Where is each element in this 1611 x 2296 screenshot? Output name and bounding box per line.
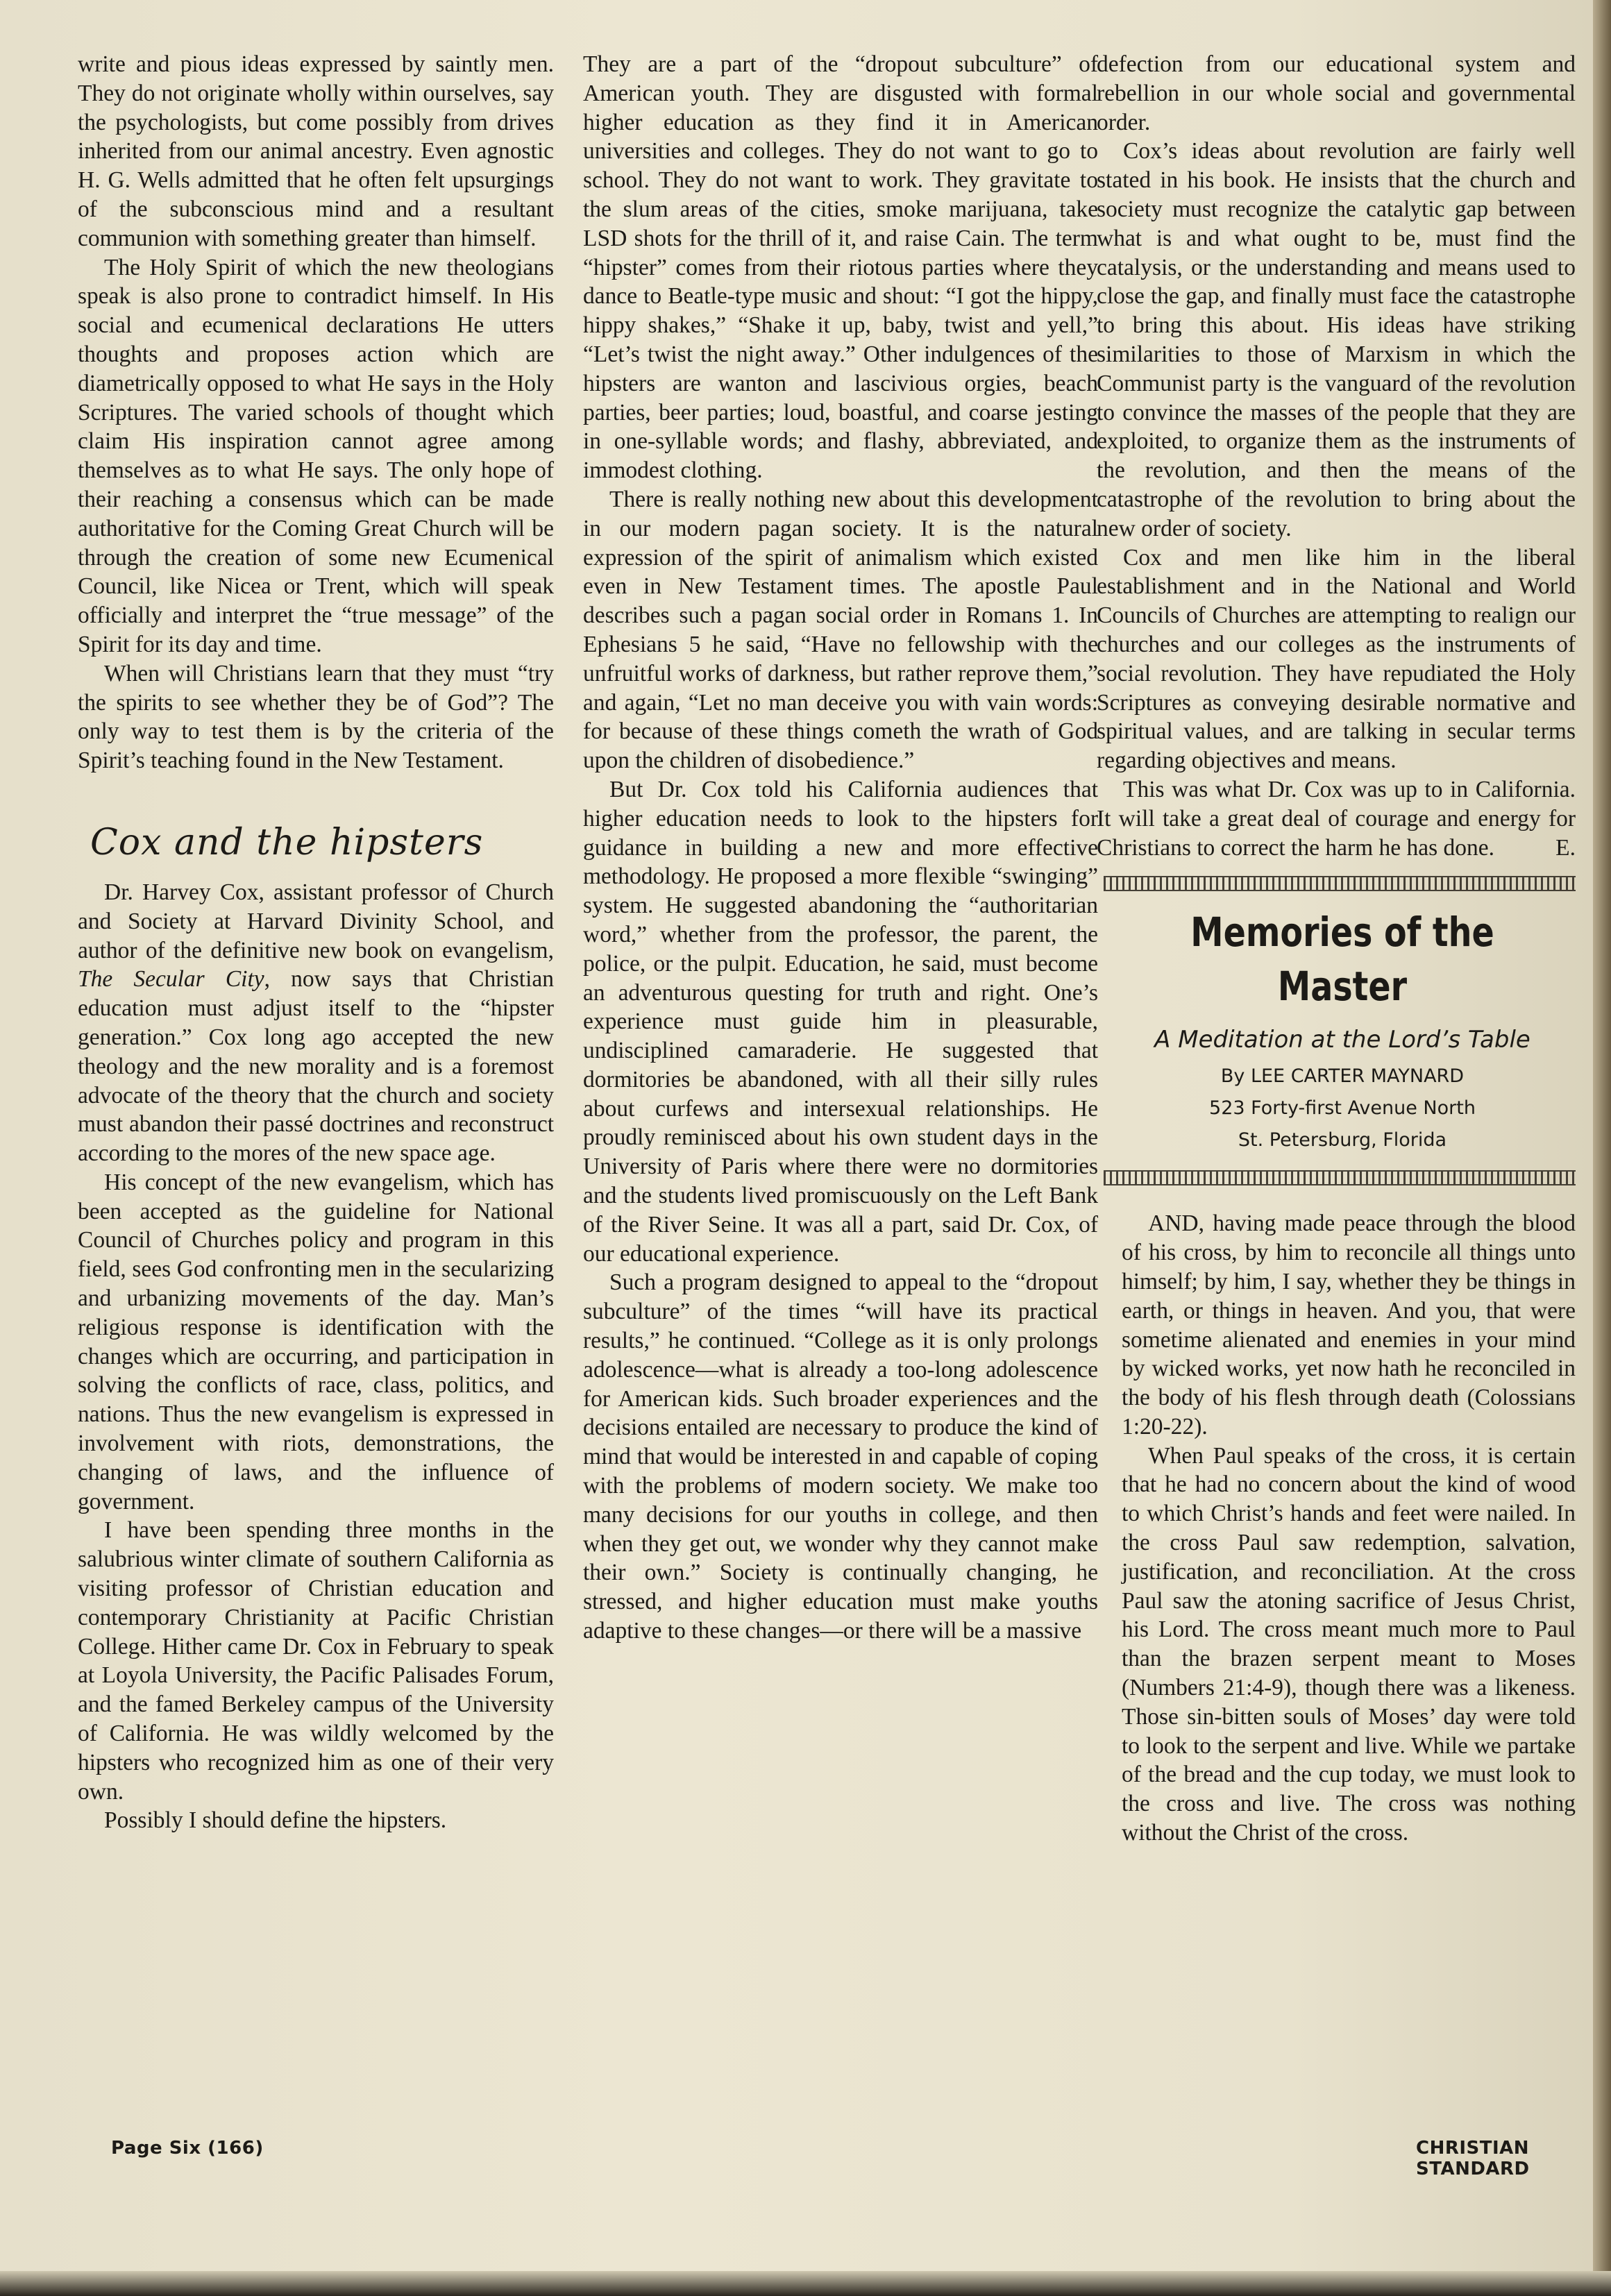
book-title: The Secular City bbox=[78, 966, 264, 993]
paragraph-text: , now says that Christian education must adjust itself to the “hipster generation.” Cox long ago accepted the new theology and the new morality and is a foremost advocate of the theory that the church and society must abandon their passé doctrines and reconstruct according to the mores of the new space age. bbox=[78, 966, 554, 1167]
paragraph: There is really nothing new about this development in our modern pagan society. It is the natural expression of the spirit of animalism which existed even in New Testament times. The apostle Paul describes such a pagan social order in Romans 1. In Ephesians 5 he said, “Have no fellowship with the unfruitful works of darkness, but rather reprove them,” and again, “Let no man deceive you with vain words: for because of these things cometh the wrath of God upon the children of disobedience.” bbox=[583, 486, 1098, 774]
paragraph bbox=[78, 878, 554, 1168]
feature-subtitle: A Meditation at the Lord’s Table bbox=[1154, 1026, 1530, 1054]
column-right bbox=[1097, 50, 1576, 1848]
page-bottom-edge bbox=[0, 2271, 1611, 2296]
section-heading: Cox and the hipsters bbox=[90, 821, 484, 863]
paragraph bbox=[1097, 775, 1576, 862]
dotted-divider bbox=[1104, 1170, 1576, 1185]
paragraph: His concept of the new evangelism, which has been accepted as the guideline for National Council of Churches policy and program in this field, sees God confronting men in the secularizing and urbanizing movements of the day. Man’s religious response is identification with the changes which are occurring, and participation in solving the conflicts of race, class, politics, and nations. Thus the new evangelism is expressed in involvement with riots, demonstrations, the changing of laws, and the influence of government. bbox=[78, 1169, 554, 1514]
feature-box bbox=[1109, 905, 1576, 1156]
page-edge bbox=[1593, 0, 1611, 2296]
column-middle bbox=[583, 50, 1098, 1646]
editor-signature: E. bbox=[1555, 834, 1576, 861]
page-number: Page Six (166) bbox=[111, 2138, 264, 2159]
feature-byline: By LEE CARTER MAYNARD bbox=[1220, 1065, 1465, 1088]
dotted-divider bbox=[1104, 876, 1576, 891]
paragraph: Possibly I should define the hipsters. bbox=[104, 1807, 447, 1834]
paragraph: The Holy Spirit of which the new theologians speak is also prone to contradict himself. In His social and ecumenical declarations He utters thoughts and proposes action which are diametrically opposed to what He says in the Holy Scriptures. The varied schools of thought which claim His inspiration cannot agree among themselves as to what He says. The only hope of their reaching a consensus which can be made authoritative for the Coming Great Church will be through the creation of some new Ecumenical Council, like Nicea or Trent, which will speak officially and interpret the “true message” of the Spirit for its day and time. bbox=[78, 254, 554, 657]
paragraph: Cox’s ideas about revolution are fairly well stated in his book. He insists that the church and society must recognize the catalytic gap between what is and what ought to be, must find the catalysis, or the understanding and means used to close the gap, and finally must face the catastrophe to bring this about. His ideas have striking similarities to those of Marxism in which the Communist party is the vanguard of the revolution to convince the masses of the people that they are exploited, to organize them as the instruments of the revolution, and then the means of the catastrophe of the revolution to bring about the new order of society. bbox=[1097, 138, 1576, 541]
paragraph-text: Dr. Harvey Cox, assistant professor of Church and Society at Harvard Divinity School, and author of the definitive new book on evangelism, bbox=[78, 879, 554, 963]
paragraph: But Dr. Cox told his California audiences that higher education needs to look to the hipsters for guidance in building a new and more effective methodology. He proposed a more flexible “swinging” system. He suggested abandoning the “authoritarian word,” whether from the professor, the parent, the police, or the pulpit. Education, he said, must become an adventurous questing for truth and right. One’s experience must guide him in pleasurable, undisciplined camaraderie. He suggested that dormitories be abandoned, with all their silly rules about curfews and intersexual relationships. He proudly reminisced about his own student days in the University of Paris where there were no dormitories and the students lived promiscuously on the Left Bank of the River Seine. It was all a part, said Dr. Cox, of our educational experience. bbox=[583, 776, 1098, 1267]
paragraph-text: This was what Dr. Cox was up to in California. It will take a great deal of courage and energy for Christians to correct the harm he has done. bbox=[1097, 776, 1576, 861]
paragraph: When Paul speaks of the cross, it is certain that he had no concern about the kind of wood to which Christ’s hands and feet were nailed. In the cross Paul saw redemption, salvation, justification, and reconciliation. At the cross Paul saw the atoning sacrifice of Jesus Christ, his Lord. The cross meant much more to Paul than the brazen serpent meant to Moses (Numbers 21:4-9), though there was a likeness. Those sin-bitten souls of Moses’ day were told to look to the serpent and live. While we partake of the bread and the cup today, we must look to the cross and live. The cross was nothing without the Christ of the cross. bbox=[1122, 1442, 1576, 1846]
paragraph: Such a program designed to appeal to the “dropout subculture” of the times “will have its practical results,” he continued. “College as it is only prolongs adolescence—what is already a too-long adolescence for American kids. Such broader experiences and the decisions entailed are necessary to produce the kind of mind that would be interested in and capable of coping with the problems of modern society. We make too many decisions for our youths in college, and then when they get out, we wonder why they cannot make their own.” Society is continually changing, he stressed, and higher education must make youths adaptive to these changes—or there will be a massive bbox=[583, 1269, 1098, 1644]
paragraph: AND, having made peace through the blood of his cross, by him to reconcile all things unto himself; by him, I say, whether they be things in earth, or things in heaven. And you, that were sometime alienated and enemies in your mind by wicked works, yet now hath he reconciled in the body of his flesh through death (Colossians 1:20-22). bbox=[1122, 1210, 1576, 1440]
paragraph: They are a part of the “dropout subculture” of American youth. They are disgusted with formal higher education as they find it in American universities and colleges. They do not want to go to school. They do not want to work. They gravitate to the slum areas of the cities, smoke marijuana, take LSD shots for the thrill of it, and raise Cain. The term “hipster” comes from their riotous parties where they dance to Beatle-type music and shout: “I got the hippy, hippy shakes,” “Shake it up, baby, twist and yell,” “Let’s twist the night away.” Other indulgences of the hipsters are wanton and lascivious orgies, beach parties, beer parties; loud, boastful, and coarse jesting in one-syllable words; and flashy, abbreviated, and immodest clothing. bbox=[583, 51, 1098, 484]
column-left bbox=[78, 50, 554, 1835]
feature-address: 523 Forty-first Avenue North bbox=[1209, 1097, 1476, 1120]
paragraph: I have been spending three months in the salubrious winter climate of southern California as visiting professor of Christian education and contemporary Christianity at Pacific Christian College. Hither came Dr. Cox in February to speak at Loyola University, the Pacific Palisades Forum, and the famed Berkeley campus of the University of California. He was wildly welcomed by the hipsters who recognized him as one of their very own. bbox=[78, 1517, 554, 1805]
feature-city: St. Petersburg, Florida bbox=[1238, 1129, 1447, 1151]
paragraph: When will Christians learn that they must “try the spirits to see whether they be of God”? The only way to test them is by the criteria of the Spirit’s teaching found in the New Testament. bbox=[78, 660, 554, 774]
paragraph: write and pious ideas expressed by saintly men. They do not originate wholly within ourselves, say the psychologists, but come possibly from drives inherited from our animal ancestry. Even agnostic H. G. Wells admitted that he often felt upsurgings of the subconscious mind and a resultant communion with something greater than himself. bbox=[78, 51, 554, 251]
publication-name: CHRISTIAN STANDARD bbox=[1416, 2138, 1530, 2179]
meditation-text bbox=[1122, 1209, 1576, 1848]
paragraph: Cox and men like him in the liberal establishment and in the National and World Councils of Churches are attempting to realign our churches and our colleges as the instruments of social revolution. They have repudiated the Holy Scriptures as conveying desirable normative and spiritual values, and are talking in secular terms regarding objectives and means. bbox=[1097, 544, 1576, 774]
paragraph: defection from our educational system and rebellion in our whole social and governmental order. bbox=[1097, 51, 1576, 135]
feature-title: Memories of the Master bbox=[1190, 909, 1494, 1011]
